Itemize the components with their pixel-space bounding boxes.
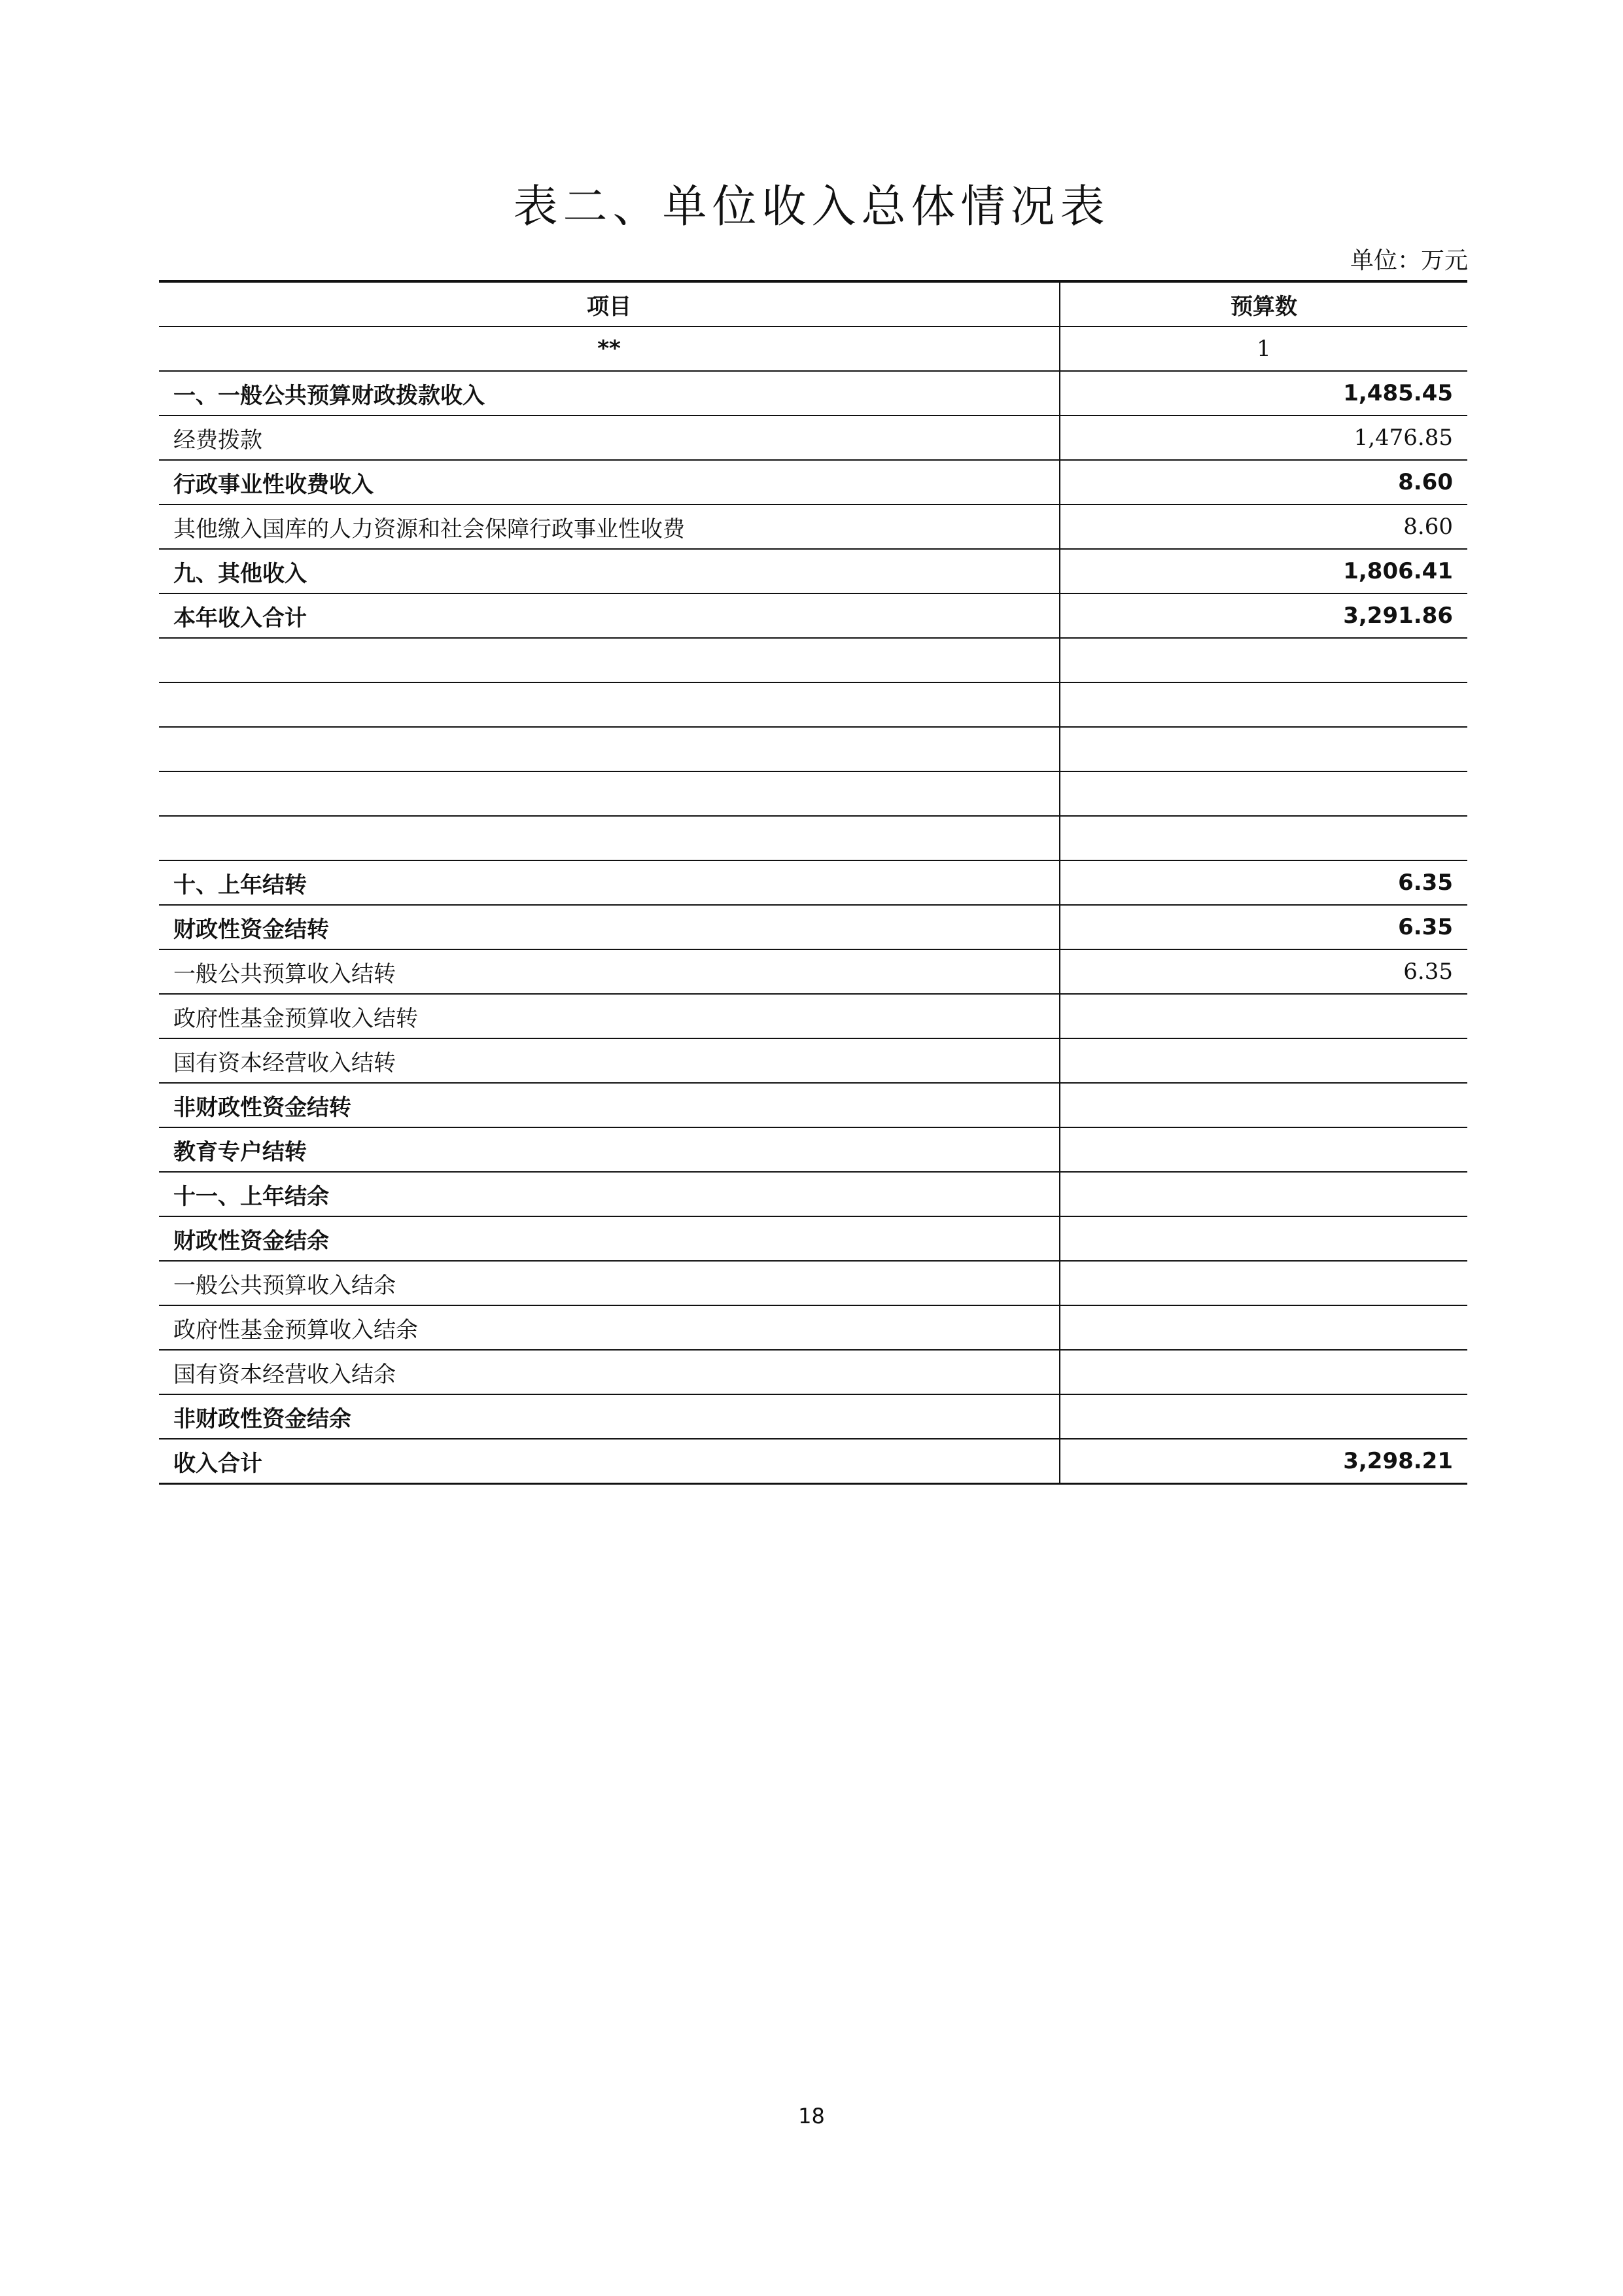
- row-budget-value: [1060, 682, 1467, 727]
- table-row: [159, 905, 1467, 949]
- row-budget-value: 1,485.45: [1060, 371, 1467, 415]
- row-item-name: 国有资本经营收入结余: [159, 1350, 1060, 1394]
- row-budget-value: [1060, 1127, 1467, 1172]
- table-row: [159, 1127, 1467, 1172]
- row-item-name: 一、一般公共预算财政拨款收入: [159, 371, 1060, 415]
- table-row: [159, 1038, 1467, 1083]
- row-budget-value: [1060, 1083, 1467, 1127]
- row-item-name: 收入合计: [159, 1439, 1060, 1484]
- row-budget-value: 6.35: [1060, 949, 1467, 994]
- row-item-name: 经费拨款: [159, 415, 1060, 460]
- table-row: [159, 415, 1467, 460]
- table-row: [159, 1172, 1467, 1216]
- index-item: **: [159, 327, 1060, 371]
- row-item-name: 本年收入合计: [159, 593, 1060, 638]
- table-row: [159, 1216, 1467, 1261]
- row-budget-value: 3,298.21: [1060, 1439, 1467, 1484]
- table-row: [159, 1083, 1467, 1127]
- table-row: [159, 771, 1467, 816]
- income-table: [159, 280, 1467, 1485]
- row-budget-value: 8.60: [1060, 460, 1467, 504]
- row-item-name: 财政性资金结转: [159, 905, 1060, 949]
- table-row: [159, 727, 1467, 771]
- row-item-name: 一般公共预算收入结余: [159, 1261, 1060, 1305]
- row-item-name: 非财政性资金结转: [159, 1083, 1060, 1127]
- table-header-row: [159, 281, 1467, 327]
- table-row: [159, 1350, 1467, 1394]
- row-budget-value: [1060, 1261, 1467, 1305]
- row-budget-value: [1060, 1216, 1467, 1261]
- row-budget-value: 1,806.41: [1060, 549, 1467, 593]
- row-item-name: [159, 638, 1060, 682]
- table-row: [159, 371, 1467, 415]
- row-budget-value: [1060, 994, 1467, 1038]
- page-title: 表二、单位收入总体情况表: [513, 181, 1110, 233]
- row-budget-value: [1060, 1172, 1467, 1216]
- row-budget-value: 3,291.86: [1060, 593, 1467, 638]
- row-budget-value: [1060, 816, 1467, 860]
- row-budget-value: [1060, 1350, 1467, 1394]
- table-row: [159, 1394, 1467, 1439]
- row-budget-value: 1,476.85: [1060, 415, 1467, 460]
- row-item-name: 财政性资金结余: [159, 1216, 1060, 1261]
- row-item-name: [159, 682, 1060, 727]
- table-row: [159, 994, 1467, 1038]
- row-item-name: 政府性基金预算收入结余: [159, 1305, 1060, 1350]
- row-item-name: 非财政性资金结余: [159, 1394, 1060, 1439]
- row-item-name: 一般公共预算收入结转: [159, 949, 1060, 994]
- table-row: [159, 593, 1467, 638]
- table-index-row: [159, 327, 1467, 371]
- row-budget-value: 6.35: [1060, 905, 1467, 949]
- row-budget-value: 6.35: [1060, 860, 1467, 905]
- row-item-name: [159, 816, 1060, 860]
- table-row: [159, 682, 1467, 727]
- table-row: [159, 1305, 1467, 1350]
- row-item-name: [159, 727, 1060, 771]
- table-row: [159, 638, 1467, 682]
- page-number: 18: [798, 2104, 825, 2128]
- table-row: [159, 1439, 1467, 1484]
- row-item-name: 十、上年结转: [159, 860, 1060, 905]
- table-row: [159, 860, 1467, 905]
- row-budget-value: 8.60: [1060, 504, 1467, 549]
- table-row: [159, 504, 1467, 549]
- unit-label: 单位：万元: [1350, 247, 1468, 274]
- index-budget: 1: [1060, 327, 1467, 371]
- header-item: 项目: [159, 281, 1060, 327]
- table-row: [159, 816, 1467, 860]
- table-row: [159, 949, 1467, 994]
- row-item-name: 国有资本经营收入结转: [159, 1038, 1060, 1083]
- row-budget-value: [1060, 638, 1467, 682]
- row-item-name: 十一、上年结余: [159, 1172, 1060, 1216]
- row-budget-value: [1060, 1394, 1467, 1439]
- row-item-name: 其他缴入国库的人力资源和社会保障行政事业性收费: [159, 504, 1060, 549]
- table-row: [159, 1261, 1467, 1305]
- header-budget: 预算数: [1060, 281, 1467, 327]
- row-item-name: 行政事业性收费收入: [159, 460, 1060, 504]
- row-budget-value: [1060, 727, 1467, 771]
- row-budget-value: [1060, 771, 1467, 816]
- table-row: [159, 460, 1467, 504]
- table-row: [159, 549, 1467, 593]
- row-item-name: [159, 771, 1060, 816]
- row-budget-value: [1060, 1305, 1467, 1350]
- income-table-body: [159, 281, 1467, 1484]
- row-budget-value: [1060, 1038, 1467, 1083]
- row-item-name: 九、其他收入: [159, 549, 1060, 593]
- row-item-name: 教育专户结转: [159, 1127, 1060, 1172]
- row-item-name: 政府性基金预算收入结转: [159, 994, 1060, 1038]
